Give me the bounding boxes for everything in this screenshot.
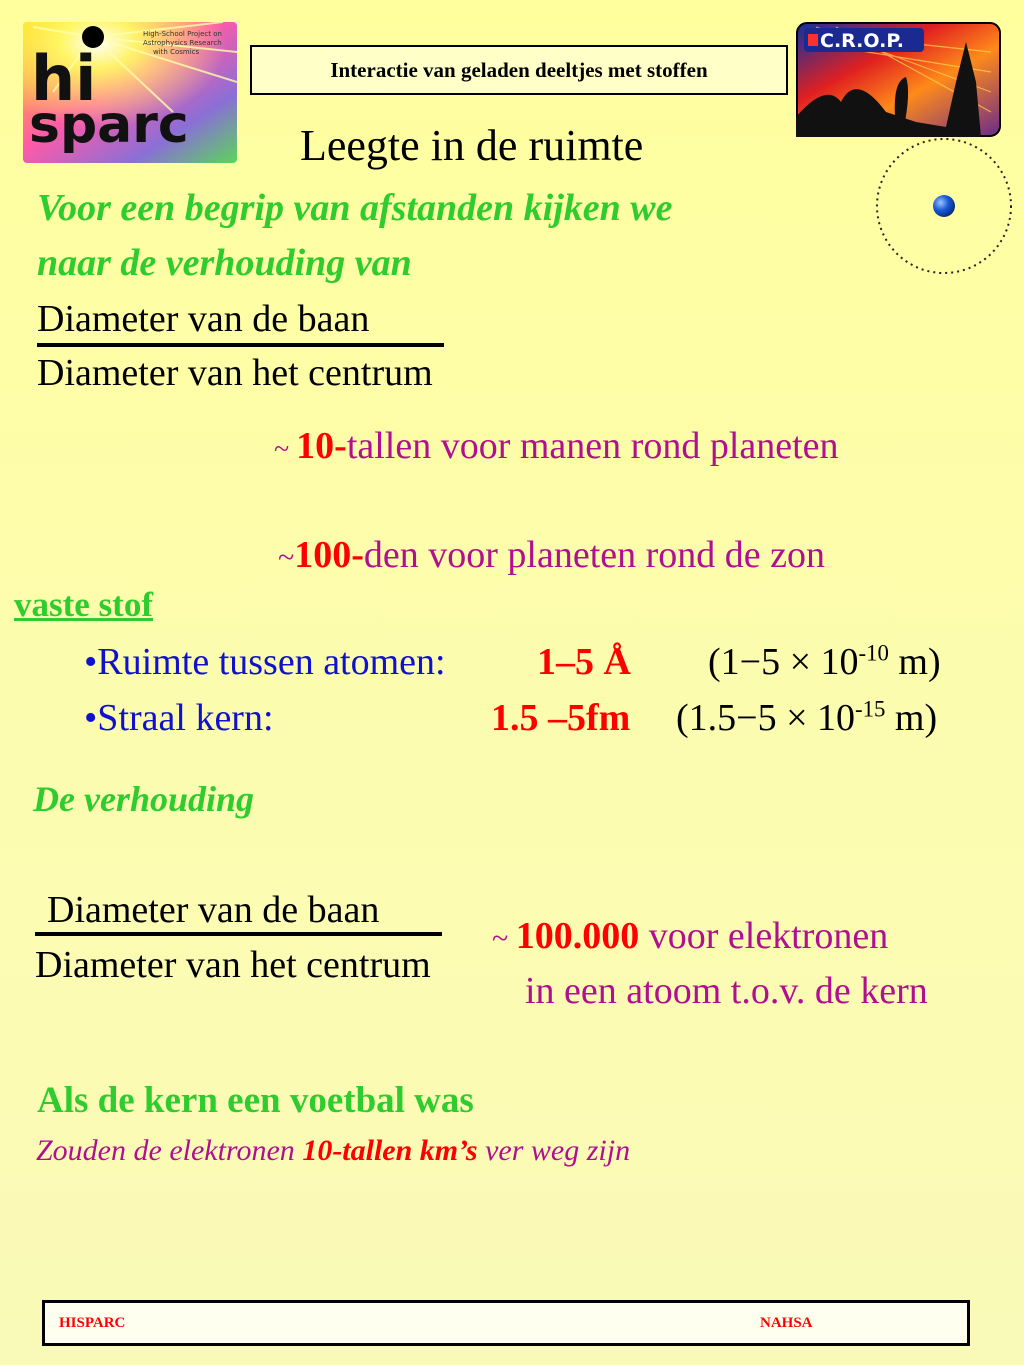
moons-text: tallen voor manen rond planeten xyxy=(346,425,839,467)
bullet1-paren xyxy=(708,640,941,684)
bullet2-paren-open: (1.5−5 × 10 xyxy=(676,697,856,739)
football-after: ver weg zijn xyxy=(477,1134,631,1167)
electrons-prefix: ~ xyxy=(492,922,516,955)
header-title: Interactie van geladen deeltjes met stoffen xyxy=(330,57,708,82)
fraction1-bar xyxy=(37,343,444,347)
electrons-text: voor elektronen xyxy=(639,915,889,957)
fraction2-numerator: Diameter van de baan xyxy=(47,889,380,931)
footer-box xyxy=(42,1300,970,1346)
orbiting-body xyxy=(933,195,955,217)
bullet2-paren-close: m) xyxy=(885,697,938,739)
fraction1-numerator: Diameter van de baan xyxy=(37,298,370,340)
footer-right: NAHSA xyxy=(760,1315,813,1331)
hisparc-logo xyxy=(23,22,237,163)
moons-value: 10- xyxy=(296,425,347,467)
planets-line xyxy=(278,533,825,577)
bullet1-paren-close: m) xyxy=(888,641,941,683)
logo-caption-2: Astrophysics Research xyxy=(143,39,222,47)
electrons-line-2: in een atoom t.o.v. de kern xyxy=(525,970,928,1012)
footer-left: HISPARC xyxy=(59,1315,126,1331)
planets-value: 100- xyxy=(294,534,364,576)
fraction1-denominator: Diameter van het centrum xyxy=(37,352,433,394)
crop-logo xyxy=(796,22,1001,137)
solid-heading: vaste stof xyxy=(14,585,153,624)
crop-logo-text: C.R.O.P. xyxy=(820,30,904,52)
electrons-value: 100.000 xyxy=(515,915,640,957)
bullet2-value: 1.5 –5fm xyxy=(491,697,631,739)
fraction2-denominator: Diameter van het centrum xyxy=(35,944,431,986)
bullet2-label: •Straal kern: xyxy=(84,697,274,739)
bullet1-paren-open: (1−5 × 10 xyxy=(708,641,859,683)
planets-text: den voor planeten rond de zon xyxy=(363,534,826,576)
logo-caption-3: with Cosmics xyxy=(153,48,200,56)
intro-line-1: Voor een begrip van afstanden kijken we xyxy=(37,187,673,229)
slide-title: Leegte in de ruimte xyxy=(300,121,644,170)
moons-line xyxy=(274,424,839,468)
logo-caption-1: High-School Project on xyxy=(143,30,222,38)
football-value: 10-tallen km’s xyxy=(302,1134,478,1167)
electrons-line xyxy=(492,914,888,958)
orbit-diagram xyxy=(874,138,1014,278)
bullet2-exp: -15 xyxy=(855,696,886,722)
bullet1-value: 1–5 Å xyxy=(537,641,631,683)
ratio-heading: De verhouding xyxy=(33,779,255,819)
football-before: Zouden de elektronen xyxy=(36,1134,303,1167)
intro-line-2: naar de verhouding van xyxy=(37,242,412,284)
football-heading: Als de kern een voetbal was xyxy=(37,1080,474,1121)
fraction2-bar xyxy=(35,932,442,936)
football-line xyxy=(36,1134,630,1168)
logo-text-sparc: sparc xyxy=(29,95,189,155)
logo-text-hi: hi xyxy=(31,42,97,115)
bullet1-exp: -10 xyxy=(858,640,889,666)
planets-prefix: ~ xyxy=(278,541,295,574)
header-title-box xyxy=(250,45,788,95)
bullet1-label: •Ruimte tussen atomen: xyxy=(84,641,446,683)
moons-prefix: ~ xyxy=(274,434,297,465)
bullet2-paren xyxy=(676,696,937,740)
